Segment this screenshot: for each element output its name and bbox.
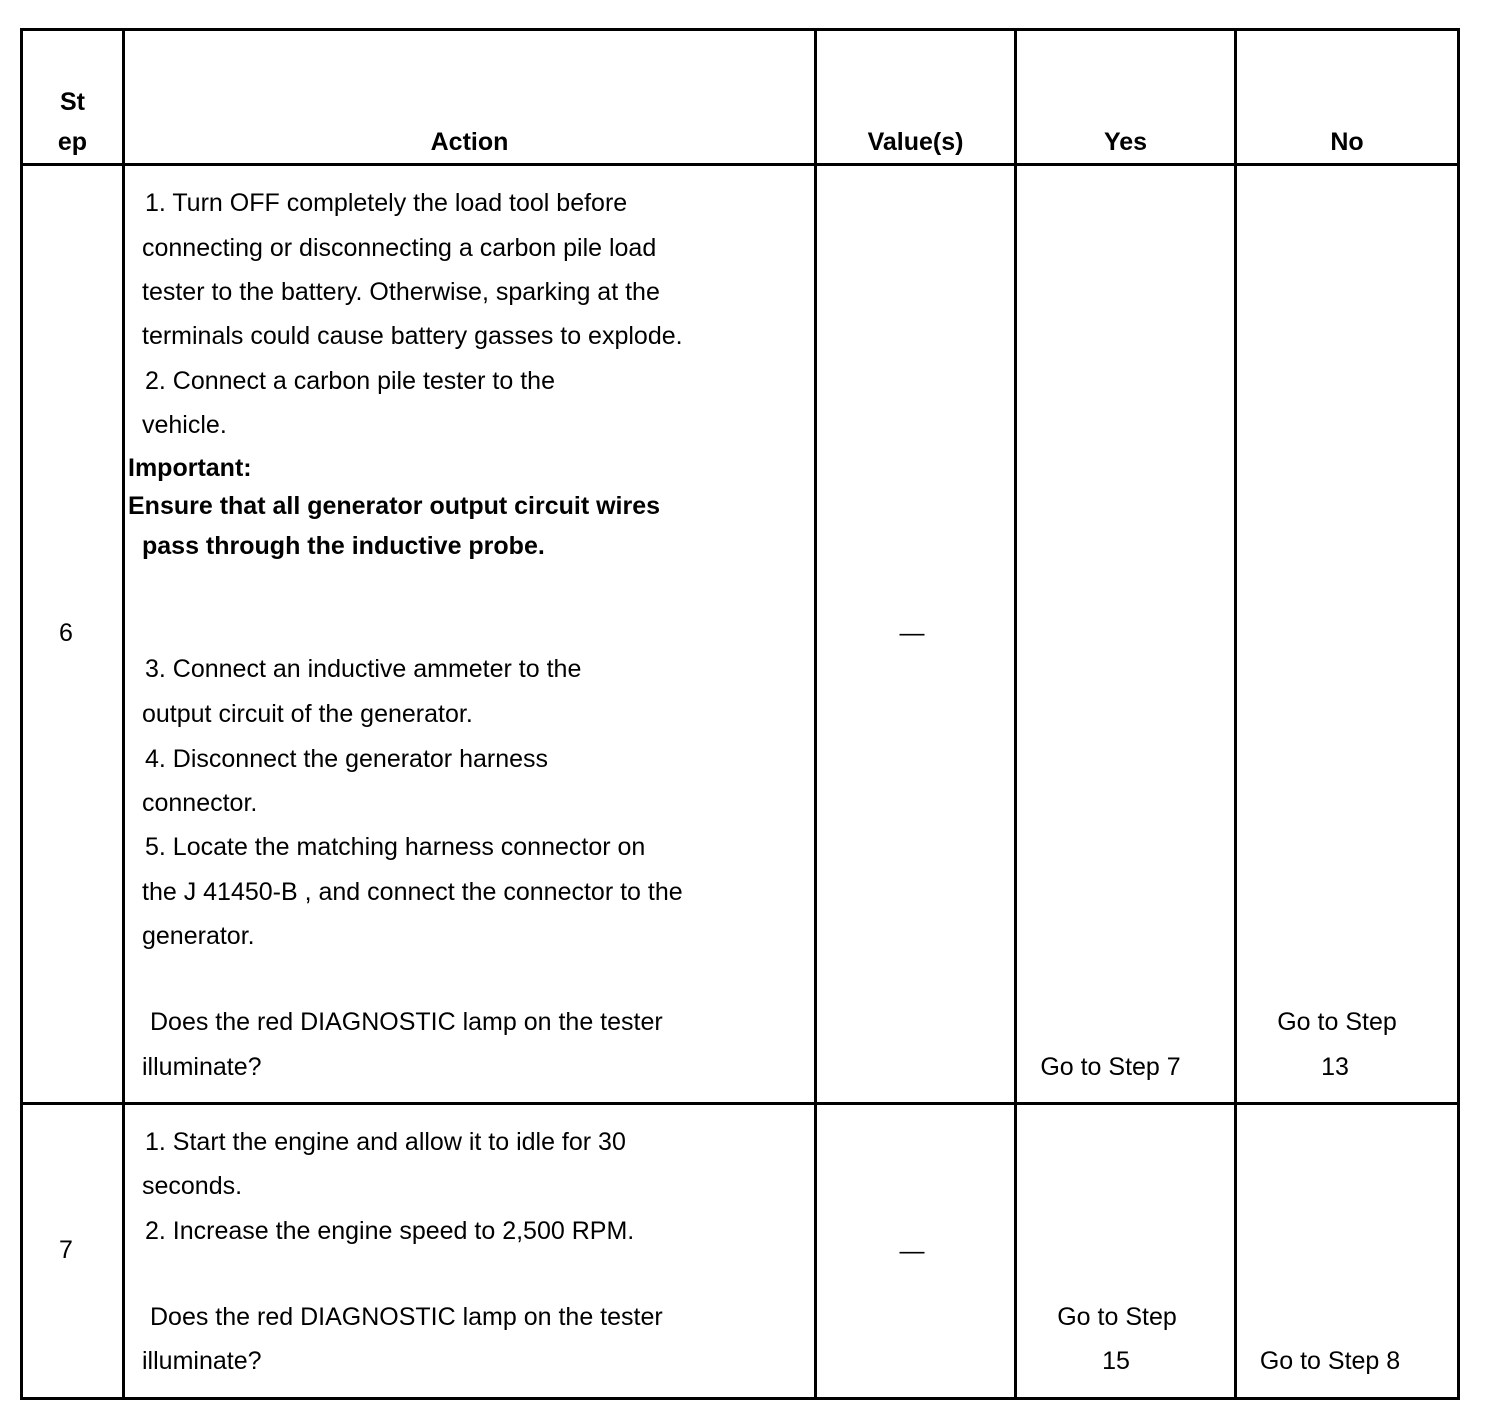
important-text-line1: Ensure that all generator output circuit wires [128, 492, 661, 520]
row6-no-line1: Go to Step [1277, 1008, 1397, 1036]
row7-no: Go to Step 8 [1259, 1347, 1401, 1375]
row7-question-line2: illuminate? [142, 1347, 262, 1375]
row6-yes: Go to Step 7 [1040, 1053, 1181, 1081]
row6-question-line2: illuminate? [142, 1053, 262, 1081]
row7-question-line1: Does the red DIAGNOSTIC lamp on the tester [150, 1303, 663, 1331]
row6-action-line: vehicle. [142, 411, 227, 439]
row6-no-line2: 13 [1321, 1053, 1349, 1081]
row7-value: — [899, 1237, 925, 1265]
row6-action-line: 3. Connect an inductive ammeter to the [145, 655, 582, 683]
row6-step: 6 [59, 619, 73, 647]
header-yes: Yes [1103, 128, 1148, 156]
row6-action-line: 2. Connect a carbon pile tester to the [145, 367, 555, 395]
row6-action-line: output circuit of the generator. [142, 700, 473, 728]
row7-step: 7 [59, 1236, 73, 1264]
row6-action-line: the J 41450-B , and connect the connector to the [142, 878, 683, 906]
row7-yes-line1: Go to Step [1057, 1303, 1177, 1331]
header-step-line2: ep [57, 128, 88, 156]
row7-action-line: seconds. [142, 1172, 243, 1200]
row7-action-line: 2. Increase the engine speed to 2,500 RPM. [145, 1217, 635, 1245]
row7-yes-line2: 15 [1102, 1347, 1130, 1375]
row6-question-line1: Does the red DIAGNOSTIC lamp on the tester [150, 1008, 663, 1036]
row6-action-line: terminals could cause battery gasses to explode. [142, 322, 683, 350]
row6-action-line: 4. Disconnect the generator harness [145, 745, 549, 773]
row-divider [20, 1102, 1460, 1105]
column-divider [1014, 28, 1017, 1400]
column-divider [122, 28, 125, 1400]
row6-action-line: connector. [142, 789, 258, 817]
row6-action-line: tester to the battery. Otherwise, sparking at the [142, 278, 660, 306]
row6-action-line: 5. Locate the matching harness connector on [145, 833, 646, 861]
row7-action-line: 1. Start the engine and allow it to idle for 30 [145, 1128, 626, 1156]
row6-action-line: connecting or disconnecting a carbon pile load [142, 234, 657, 262]
row6-action-line: 1. Turn OFF completely the load tool before [145, 189, 628, 217]
column-divider [814, 28, 817, 1400]
row6-value: — [899, 619, 925, 647]
row6-action-line: generator. [142, 922, 255, 950]
header-values: Value(s) [867, 128, 964, 156]
important-text-line2: pass through the inductive probe. [142, 532, 545, 560]
header-action: Action [430, 128, 509, 156]
column-divider [1234, 28, 1237, 1400]
important-label: Important: [128, 454, 252, 482]
header-step-line1: St [60, 88, 85, 116]
header-no: No [1330, 128, 1364, 156]
